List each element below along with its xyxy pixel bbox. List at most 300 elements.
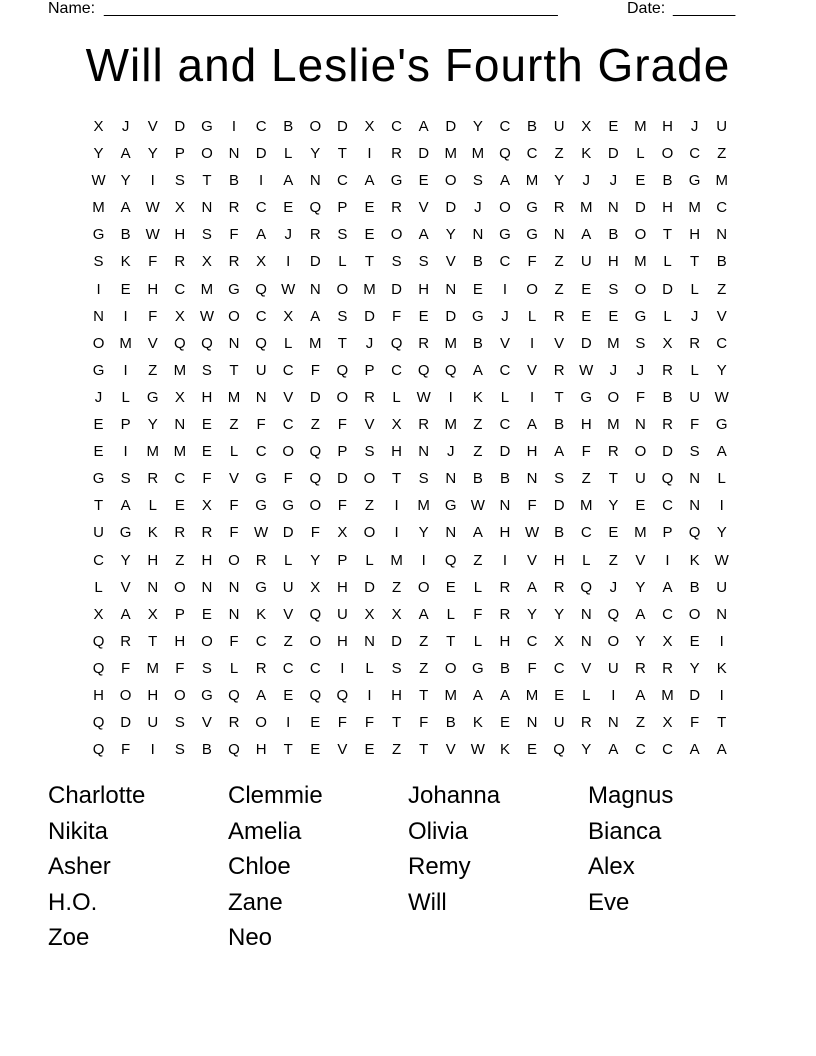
- grid-letter[interactable]: E: [93, 443, 104, 461]
- grid-letter[interactable]: L: [690, 361, 699, 379]
- grid-letter[interactable]: A: [364, 172, 375, 190]
- grid-letter[interactable]: B: [120, 226, 131, 244]
- grid-letter[interactable]: Z: [717, 145, 727, 163]
- grid-letter[interactable]: F: [283, 470, 293, 488]
- grid-letter[interactable]: C: [282, 659, 294, 677]
- grid-letter[interactable]: M: [173, 443, 187, 461]
- grid-letter[interactable]: F: [229, 226, 239, 244]
- grid-letter[interactable]: M: [444, 686, 458, 704]
- grid-letter[interactable]: O: [92, 334, 105, 352]
- grid-letter[interactable]: Z: [364, 497, 375, 515]
- grid-letter[interactable]: R: [662, 416, 673, 434]
- grid-letter[interactable]: L: [663, 307, 672, 325]
- grid-letter[interactable]: E: [418, 307, 429, 325]
- grid-letter[interactable]: C: [499, 361, 511, 379]
- grid-letter[interactable]: F: [581, 443, 591, 461]
- grid-letter[interactable]: W: [714, 551, 729, 569]
- grid-letter[interactable]: O: [201, 632, 213, 650]
- grid-letter[interactable]: Z: [391, 741, 402, 759]
- grid-letter[interactable]: I: [123, 361, 128, 379]
- grid-letter[interactable]: F: [256, 416, 266, 434]
- grid-letter[interactable]: E: [581, 307, 592, 325]
- grid-letter[interactable]: M: [309, 334, 322, 352]
- grid-letter[interactable]: K: [581, 145, 592, 163]
- grid-letter[interactable]: M: [417, 497, 430, 515]
- grid-letter[interactable]: I: [394, 497, 399, 515]
- grid-letter[interactable]: C: [662, 741, 673, 759]
- grid-letter[interactable]: M: [390, 551, 403, 569]
- grid-letter[interactable]: R: [120, 632, 132, 650]
- grid-letter[interactable]: A: [689, 741, 700, 759]
- grid-letter[interactable]: Q: [661, 470, 674, 488]
- grid-letter[interactable]: C: [553, 659, 565, 677]
- grid-letter[interactable]: Q: [92, 714, 105, 732]
- grid-letter[interactable]: M: [661, 686, 674, 704]
- grid-letter[interactable]: H: [391, 686, 402, 704]
- grid-letter[interactable]: O: [607, 388, 620, 406]
- grid-letter[interactable]: X: [391, 416, 402, 434]
- grid-letter[interactable]: T: [446, 632, 456, 650]
- grid-letter[interactable]: G: [228, 280, 240, 298]
- grid-letter[interactable]: O: [336, 388, 349, 406]
- grid-letter[interactable]: Z: [554, 280, 564, 298]
- grid-letter[interactable]: V: [445, 741, 456, 759]
- grid-letter[interactable]: I: [394, 524, 399, 542]
- grid-letter[interactable]: A: [256, 686, 267, 704]
- grid-letter[interactable]: E: [310, 714, 321, 732]
- grid-letter[interactable]: I: [150, 741, 155, 759]
- grid-letter[interactable]: C: [93, 551, 104, 569]
- grid-letter[interactable]: D: [635, 199, 646, 217]
- grid-letter[interactable]: T: [364, 253, 375, 271]
- grid-letter[interactable]: F: [364, 714, 375, 732]
- grid-letter[interactable]: B: [499, 659, 510, 677]
- grid-letter[interactable]: C: [336, 172, 348, 190]
- grid-letter[interactable]: N: [716, 226, 728, 244]
- grid-letter[interactable]: N: [147, 578, 159, 596]
- grid-letter[interactable]: F: [148, 253, 158, 271]
- grid-letter[interactable]: N: [228, 334, 240, 352]
- grid-letter[interactable]: F: [148, 307, 158, 325]
- grid-letter[interactable]: C: [174, 470, 186, 488]
- grid-letter[interactable]: T: [419, 686, 429, 704]
- grid-letter[interactable]: H: [662, 199, 673, 217]
- grid-letter[interactable]: E: [689, 632, 700, 650]
- grid-letter[interactable]: F: [337, 714, 347, 732]
- grid-letter[interactable]: P: [337, 551, 348, 569]
- grid-letter[interactable]: H: [580, 416, 592, 434]
- grid-letter[interactable]: L: [582, 551, 591, 569]
- grid-letter[interactable]: H: [174, 632, 186, 650]
- grid-letter[interactable]: I: [529, 388, 535, 406]
- grid-letter[interactable]: X: [337, 524, 348, 542]
- grid-letter[interactable]: Q: [255, 334, 267, 352]
- grid-letter[interactable]: R: [689, 334, 701, 352]
- grid-letter[interactable]: D: [309, 388, 321, 406]
- grid-letter[interactable]: I: [123, 443, 128, 461]
- grid-letter[interactable]: I: [286, 253, 291, 271]
- grid-letter[interactable]: M: [444, 334, 458, 352]
- grid-letter[interactable]: E: [445, 578, 456, 596]
- grid-letter[interactable]: V: [499, 334, 510, 352]
- grid-letter[interactable]: Z: [473, 416, 483, 434]
- grid-letter[interactable]: J: [284, 226, 292, 244]
- grid-letter[interactable]: M: [227, 388, 241, 406]
- grid-letter[interactable]: M: [579, 497, 593, 515]
- grid-letter[interactable]: W: [199, 307, 214, 325]
- grid-letter[interactable]: V: [283, 605, 294, 623]
- grid-letter[interactable]: K: [120, 253, 131, 271]
- grid-letter[interactable]: E: [499, 714, 510, 732]
- grid-letter[interactable]: O: [228, 551, 240, 569]
- grid-letter[interactable]: C: [526, 145, 538, 163]
- grid-letter[interactable]: G: [526, 226, 538, 244]
- grid-letter[interactable]: K: [716, 659, 727, 677]
- grid-letter[interactable]: A: [499, 172, 510, 190]
- grid-letter[interactable]: R: [499, 578, 511, 596]
- grid-letter[interactable]: C: [391, 361, 402, 379]
- grid-letter[interactable]: S: [608, 280, 619, 298]
- grid-letter[interactable]: T: [148, 632, 158, 650]
- grid-letter[interactable]: R: [553, 578, 565, 596]
- grid-letter[interactable]: B: [472, 470, 483, 488]
- grid-letter[interactable]: V: [364, 416, 375, 434]
- grid-letter[interactable]: Q: [92, 741, 105, 759]
- grid-letter[interactable]: X: [174, 388, 185, 406]
- grid-letter[interactable]: E: [364, 741, 375, 759]
- grid-letter[interactable]: E: [283, 686, 294, 704]
- grid-letter[interactable]: Q: [336, 686, 349, 704]
- grid-letter[interactable]: C: [662, 497, 673, 515]
- grid-letter[interactable]: B: [472, 334, 483, 352]
- grid-letter[interactable]: X: [93, 605, 104, 623]
- grid-letter[interactable]: M: [634, 253, 647, 271]
- grid-letter[interactable]: H: [418, 280, 430, 298]
- grid-letter[interactable]: O: [499, 199, 511, 217]
- grid-letter[interactable]: T: [717, 714, 727, 732]
- grid-letter[interactable]: A: [554, 443, 565, 461]
- grid-letter[interactable]: J: [609, 172, 618, 190]
- grid-letter[interactable]: G: [688, 172, 701, 190]
- grid-letter[interactable]: Z: [473, 551, 483, 569]
- grid-letter[interactable]: S: [418, 470, 429, 488]
- grid-letter[interactable]: O: [309, 632, 322, 650]
- grid-letter[interactable]: B: [554, 416, 565, 434]
- grid-letter[interactable]: Y: [472, 118, 483, 135]
- grid-letter[interactable]: V: [527, 361, 538, 379]
- grid-letter[interactable]: X: [662, 632, 673, 650]
- grid-letter[interactable]: F: [229, 497, 239, 515]
- grid-letter[interactable]: N: [228, 578, 240, 596]
- grid-letter[interactable]: I: [259, 172, 264, 190]
- grid-letter[interactable]: Q: [92, 632, 105, 650]
- grid-letter[interactable]: Z: [283, 632, 293, 650]
- grid-letter[interactable]: M: [173, 361, 187, 379]
- grid-letter[interactable]: N: [716, 605, 728, 623]
- grid-letter[interactable]: M: [715, 172, 728, 190]
- grid-letter[interactable]: F: [175, 659, 185, 677]
- grid-letter[interactable]: X: [662, 714, 673, 732]
- grid-letter[interactable]: J: [365, 334, 374, 352]
- grid-letter[interactable]: S: [337, 307, 348, 325]
- grid-letter[interactable]: H: [499, 524, 511, 542]
- grid-letter[interactable]: H: [147, 551, 159, 569]
- grid-letter[interactable]: A: [418, 118, 429, 135]
- grid-letter[interactable]: L: [365, 551, 374, 569]
- grid-letter[interactable]: H: [147, 686, 159, 704]
- grid-letter[interactable]: U: [607, 659, 619, 677]
- grid-letter[interactable]: I: [529, 334, 535, 352]
- grid-letter[interactable]: B: [689, 578, 700, 596]
- grid-letter[interactable]: R: [228, 714, 240, 732]
- grid-letter[interactable]: N: [607, 714, 619, 732]
- grid-letter[interactable]: S: [201, 659, 212, 677]
- grid-letter[interactable]: T: [554, 388, 564, 406]
- grid-letter[interactable]: N: [255, 388, 267, 406]
- grid-letter[interactable]: Y: [581, 741, 592, 759]
- grid-letter[interactable]: A: [120, 199, 131, 217]
- grid-letter[interactable]: D: [391, 280, 402, 298]
- grid-letter[interactable]: L: [663, 253, 672, 271]
- grid-letter[interactable]: D: [553, 497, 565, 515]
- grid-letter[interactable]: G: [255, 470, 267, 488]
- grid-letter[interactable]: O: [444, 659, 457, 677]
- grid-letter[interactable]: E: [418, 172, 429, 190]
- grid-letter[interactable]: H: [93, 686, 104, 704]
- grid-letter[interactable]: O: [201, 145, 213, 163]
- grid-letter[interactable]: N: [635, 416, 646, 434]
- grid-letter[interactable]: G: [146, 388, 159, 406]
- grid-letter[interactable]: O: [363, 470, 376, 488]
- grid-letter[interactable]: E: [201, 605, 212, 623]
- grid-letter[interactable]: E: [581, 280, 592, 298]
- grid-letter[interactable]: H: [147, 280, 159, 298]
- grid-letter[interactable]: S: [472, 172, 483, 190]
- grid-letter[interactable]: K: [256, 605, 267, 623]
- grid-letter[interactable]: D: [255, 145, 267, 163]
- grid-letter[interactable]: A: [635, 605, 646, 623]
- grid-letter[interactable]: F: [391, 307, 402, 325]
- grid-letter[interactable]: W: [416, 388, 431, 406]
- grid-letter[interactable]: Y: [310, 551, 321, 569]
- grid-letter[interactable]: V: [120, 578, 131, 596]
- grid-letter[interactable]: Y: [418, 524, 429, 542]
- grid-letter[interactable]: D: [282, 524, 294, 542]
- grid-letter[interactable]: S: [364, 443, 375, 461]
- grid-letter[interactable]: Z: [391, 578, 402, 596]
- grid-letter[interactable]: X: [147, 605, 158, 623]
- grid-letter[interactable]: I: [367, 145, 372, 163]
- grid-letter[interactable]: R: [255, 659, 267, 677]
- grid-letter[interactable]: R: [418, 416, 430, 434]
- grid-letter[interactable]: A: [120, 497, 131, 515]
- grid-letter[interactable]: C: [499, 416, 511, 434]
- grid-letter[interactable]: H: [336, 632, 348, 650]
- grid-letter[interactable]: H: [689, 226, 701, 244]
- grid-letter[interactable]: P: [337, 199, 348, 217]
- grid-letter[interactable]: C: [255, 118, 267, 135]
- grid-letter[interactable]: R: [418, 334, 430, 352]
- grid-letter[interactable]: L: [500, 388, 510, 406]
- grid-letter[interactable]: N: [228, 605, 240, 623]
- grid-letter[interactable]: F: [337, 416, 347, 434]
- grid-letter[interactable]: G: [472, 307, 484, 325]
- grid-letter[interactable]: H: [336, 578, 348, 596]
- grid-letter[interactable]: E: [120, 280, 131, 298]
- grid-letter[interactable]: L: [284, 334, 293, 352]
- grid-letter[interactable]: U: [147, 714, 159, 732]
- grid-letter[interactable]: A: [499, 686, 510, 704]
- grid-letter[interactable]: C: [391, 118, 402, 135]
- grid-letter[interactable]: V: [147, 118, 158, 135]
- grid-letter[interactable]: Q: [417, 361, 430, 379]
- grid-letter[interactable]: Q: [580, 578, 593, 596]
- grid-letter[interactable]: Q: [228, 741, 240, 759]
- grid-letter[interactable]: P: [120, 416, 131, 434]
- grid-letter[interactable]: C: [499, 253, 511, 271]
- grid-letter[interactable]: N: [201, 199, 213, 217]
- grid-letter[interactable]: T: [391, 470, 402, 488]
- grid-letter[interactable]: X: [581, 118, 592, 135]
- grid-letter[interactable]: V: [716, 307, 727, 325]
- grid-letter[interactable]: S: [418, 253, 429, 271]
- grid-letter[interactable]: O: [417, 578, 430, 596]
- grid-letter[interactable]: A: [527, 578, 538, 596]
- grid-letter[interactable]: U: [255, 361, 267, 379]
- grid-letter[interactable]: T: [391, 714, 402, 732]
- grid-letter[interactable]: D: [120, 714, 132, 732]
- grid-letter[interactable]: A: [120, 145, 131, 163]
- grid-letter[interactable]: N: [174, 416, 186, 434]
- grid-letter[interactable]: L: [229, 659, 239, 677]
- grid-letter[interactable]: Y: [147, 416, 158, 434]
- grid-letter[interactable]: Y: [554, 605, 565, 623]
- grid-letter[interactable]: T: [229, 361, 239, 379]
- grid-letter[interactable]: O: [634, 226, 647, 244]
- grid-letter[interactable]: O: [309, 118, 322, 135]
- grid-letter[interactable]: I: [719, 497, 724, 515]
- grid-letter[interactable]: B: [472, 253, 483, 271]
- grid-letter[interactable]: X: [174, 199, 185, 217]
- grid-letter[interactable]: V: [418, 199, 429, 217]
- grid-letter[interactable]: K: [499, 741, 510, 759]
- grid-letter[interactable]: D: [309, 253, 321, 271]
- grid-letter[interactable]: N: [526, 470, 538, 488]
- grid-letter[interactable]: N: [201, 578, 213, 596]
- grid-letter[interactable]: Z: [310, 416, 320, 434]
- grid-letter[interactable]: Q: [390, 334, 403, 352]
- grid-letter[interactable]: Q: [173, 334, 186, 352]
- grid-letter[interactable]: D: [607, 145, 619, 163]
- grid-letter[interactable]: M: [634, 118, 647, 135]
- grid-letter[interactable]: T: [690, 253, 700, 271]
- grid-letter[interactable]: L: [690, 280, 699, 298]
- grid-letter[interactable]: E: [608, 118, 619, 135]
- grid-letter[interactable]: W: [281, 280, 296, 298]
- grid-letter[interactable]: C: [255, 199, 267, 217]
- grid-letter[interactable]: N: [228, 145, 240, 163]
- grid-letter[interactable]: R: [607, 443, 619, 461]
- grid-letter[interactable]: F: [337, 497, 347, 515]
- grid-letter[interactable]: I: [611, 686, 616, 704]
- grid-letter[interactable]: A: [472, 361, 483, 379]
- grid-letter[interactable]: Y: [120, 172, 131, 190]
- grid-letter[interactable]: Z: [229, 416, 239, 434]
- grid-letter[interactable]: O: [688, 605, 701, 623]
- grid-letter[interactable]: U: [580, 253, 592, 271]
- grid-letter[interactable]: U: [635, 470, 646, 488]
- grid-letter[interactable]: P: [662, 524, 673, 542]
- grid-letter[interactable]: C: [716, 199, 728, 217]
- grid-letter[interactable]: M: [444, 416, 458, 434]
- grid-letter[interactable]: H: [662, 118, 673, 135]
- grid-letter[interactable]: J: [501, 307, 509, 325]
- grid-letter[interactable]: T: [337, 334, 347, 352]
- grid-letter[interactable]: P: [337, 443, 348, 461]
- grid-letter[interactable]: J: [636, 361, 645, 379]
- grid-letter[interactable]: A: [581, 226, 592, 244]
- grid-letter[interactable]: B: [608, 226, 619, 244]
- grid-letter[interactable]: F: [527, 497, 537, 515]
- grid-letter[interactable]: M: [607, 334, 620, 352]
- grid-letter[interactable]: S: [174, 714, 185, 732]
- grid-letter[interactable]: I: [502, 280, 508, 298]
- grid-letter[interactable]: Z: [419, 632, 429, 650]
- grid-letter[interactable]: R: [553, 307, 565, 325]
- grid-letter[interactable]: X: [256, 253, 267, 271]
- grid-letter[interactable]: T: [283, 741, 293, 759]
- grid-letter[interactable]: H: [607, 253, 619, 271]
- grid-letter[interactable]: Y: [716, 524, 727, 542]
- grid-letter[interactable]: M: [444, 145, 458, 163]
- grid-letter[interactable]: Q: [309, 199, 322, 217]
- grid-letter[interactable]: Q: [444, 361, 457, 379]
- grid-letter[interactable]: R: [391, 199, 402, 217]
- grid-letter[interactable]: M: [363, 280, 376, 298]
- grid-letter[interactable]: N: [472, 226, 484, 244]
- grid-letter[interactable]: A: [662, 578, 673, 596]
- grid-letter[interactable]: G: [282, 497, 295, 515]
- grid-letter[interactable]: I: [719, 686, 724, 704]
- grid-letter[interactable]: A: [256, 226, 267, 244]
- grid-letter[interactable]: W: [470, 741, 485, 759]
- grid-letter[interactable]: B: [445, 714, 456, 732]
- grid-letter[interactable]: Z: [581, 470, 591, 488]
- grid-letter[interactable]: G: [92, 470, 105, 488]
- grid-letter[interactable]: Q: [688, 524, 701, 542]
- grid-letter[interactable]: I: [448, 388, 453, 406]
- grid-letter[interactable]: O: [526, 280, 538, 298]
- grid-letter[interactable]: G: [472, 659, 484, 677]
- grid-letter[interactable]: Q: [444, 551, 457, 569]
- grid-letter[interactable]: I: [421, 551, 426, 569]
- grid-letter[interactable]: J: [690, 118, 699, 135]
- grid-letter[interactable]: C: [309, 659, 321, 677]
- grid-letter[interactable]: Y: [689, 659, 700, 677]
- grid-letter[interactable]: V: [445, 253, 456, 271]
- grid-letter[interactable]: N: [93, 307, 104, 325]
- grid-letter[interactable]: L: [284, 145, 293, 163]
- grid-letter[interactable]: O: [444, 172, 457, 190]
- grid-letter[interactable]: E: [93, 416, 104, 434]
- grid-letter[interactable]: X: [662, 334, 673, 352]
- grid-letter[interactable]: G: [499, 226, 511, 244]
- grid-letter[interactable]: N: [445, 280, 457, 298]
- grid-letter[interactable]: M: [607, 416, 620, 434]
- grid-letter[interactable]: C: [282, 361, 294, 379]
- grid-letter[interactable]: O: [119, 686, 132, 704]
- grid-letter[interactable]: E: [608, 524, 619, 542]
